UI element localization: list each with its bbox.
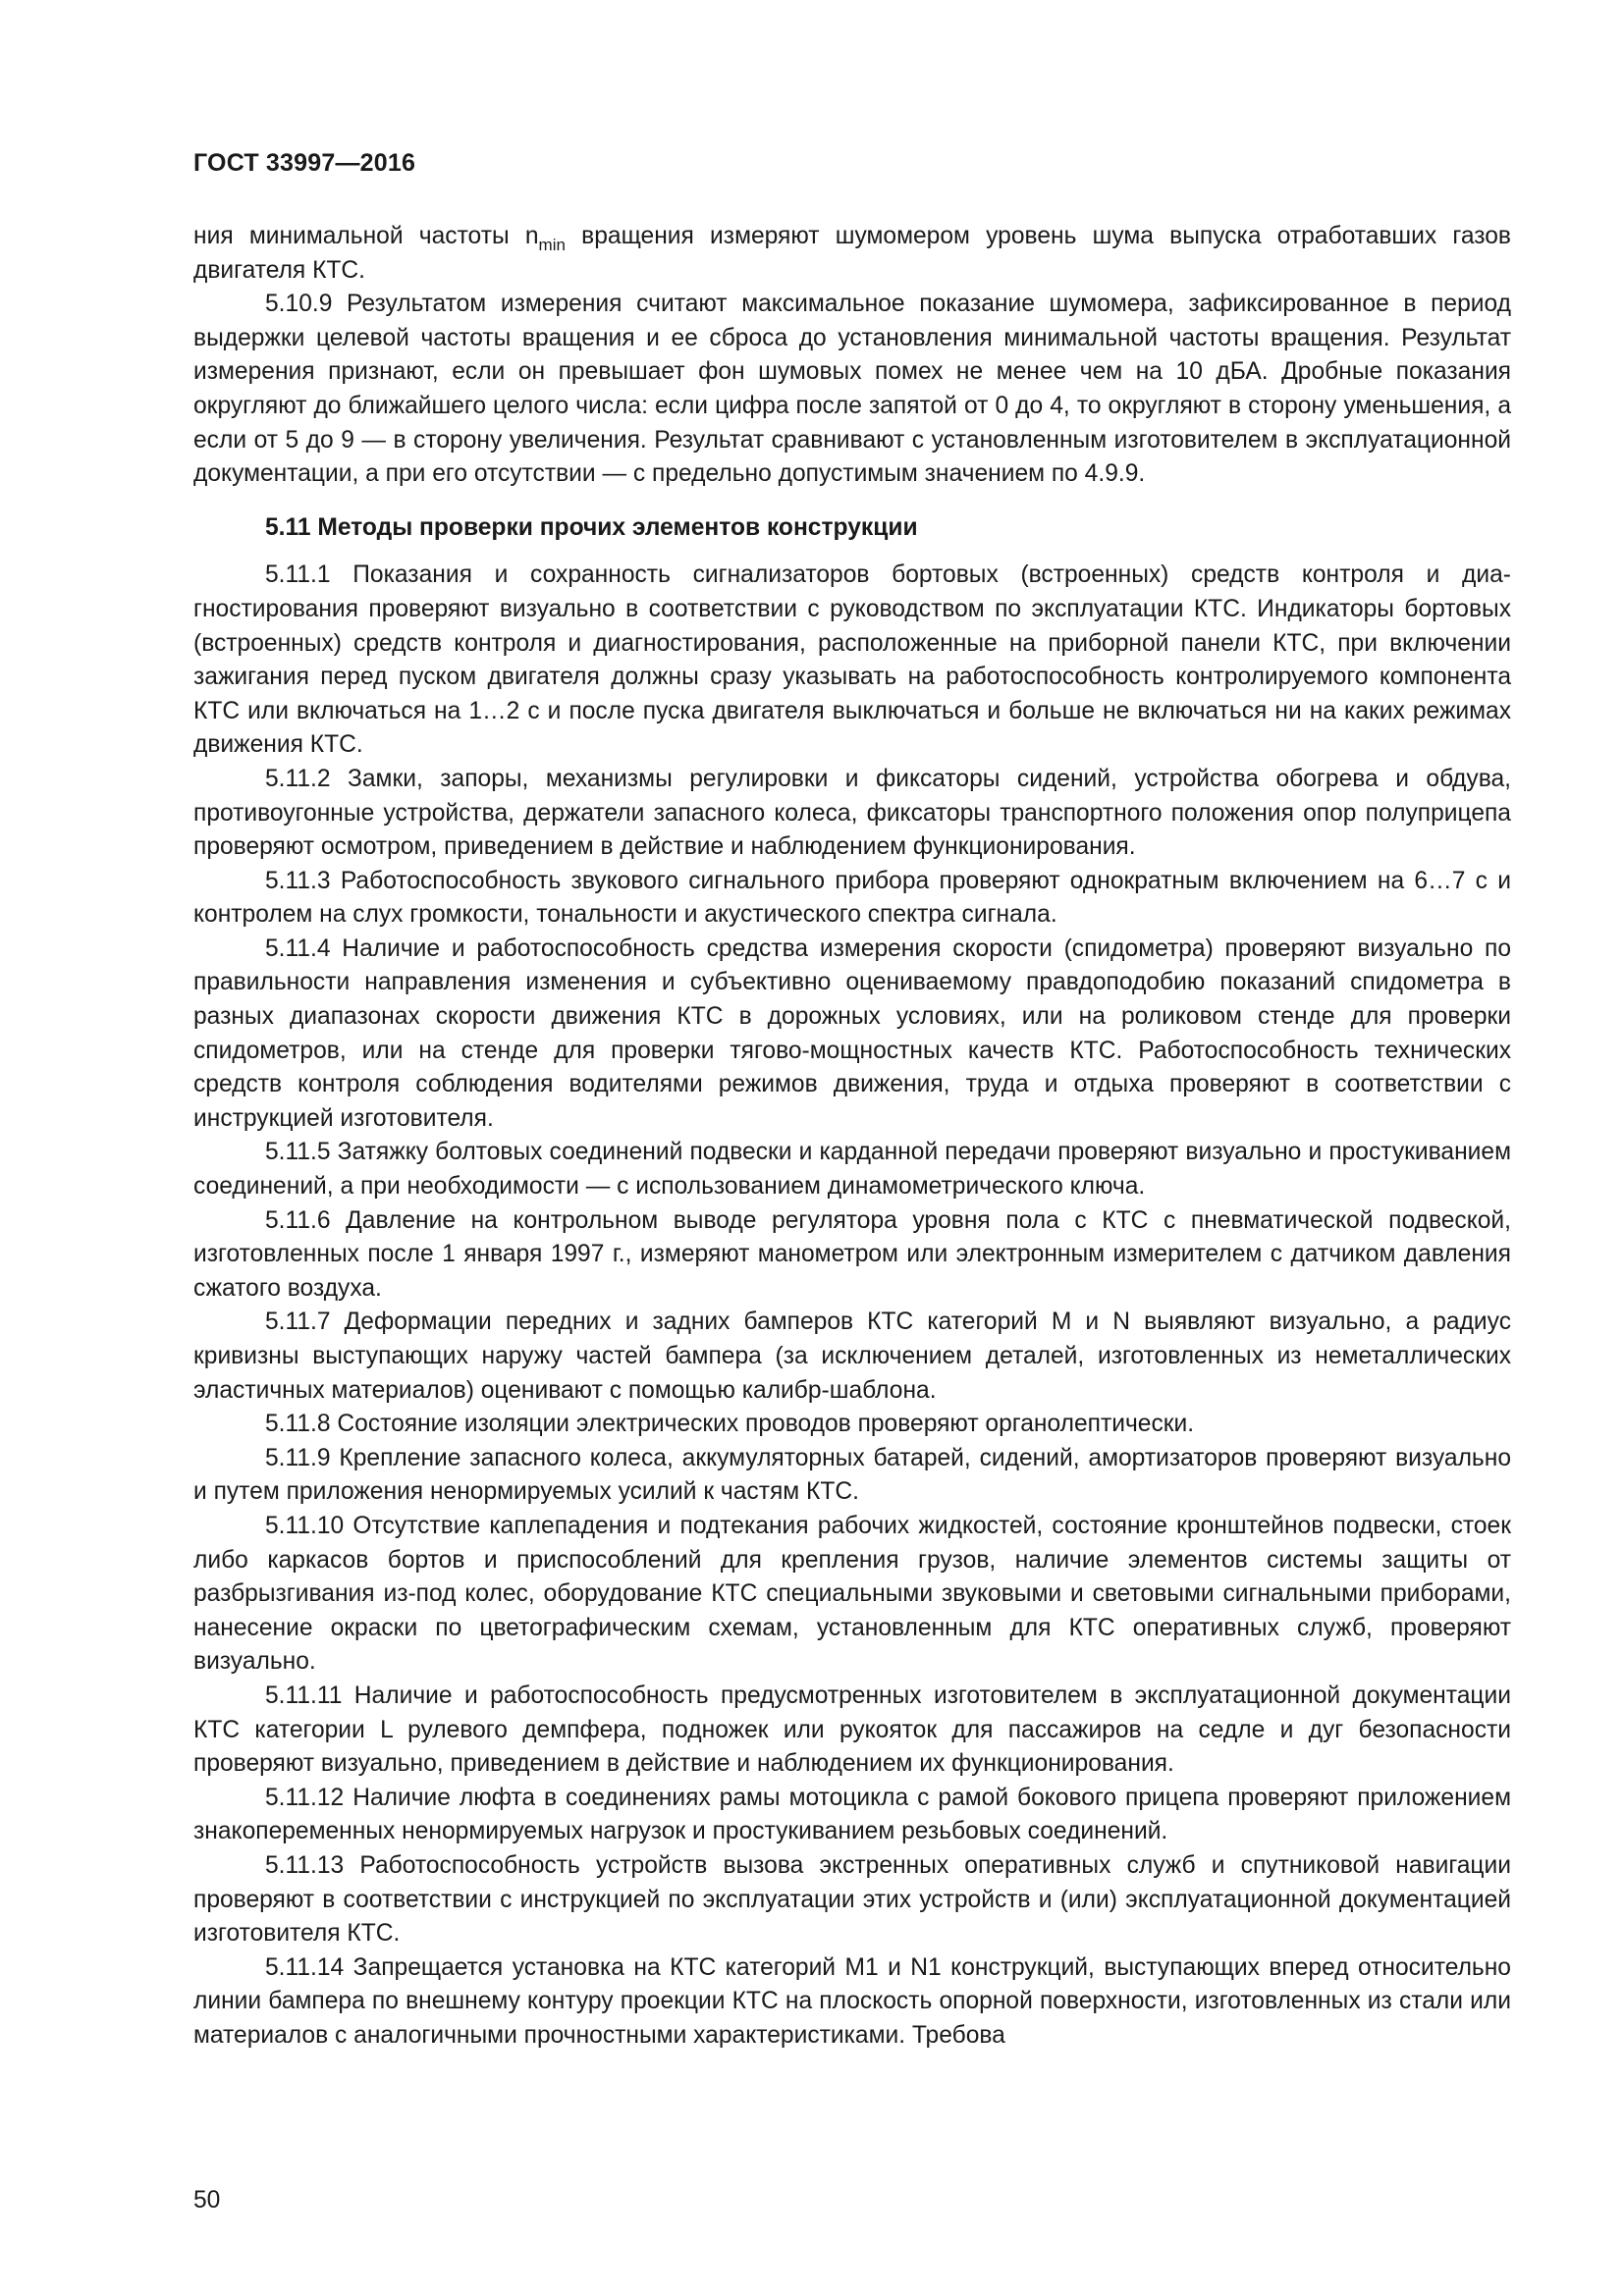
paragraph-5-11-12: 5.11.12 Наличие люфта в соединениях рамы мотоцикла с рамой бокового прицепа проверяют приложением знакопеременных ненормируемых нагрузок и простукиванием резьбовых соединений. <box>193 1784 1511 1845</box>
paragraph-5-11-4: 5.11.4 Наличие и работоспособность средства измерения скорости (спидометра) проверяют визуально по правильности направления изменения и субъективно оцениваемому правдоподобию показаний спидометра в разных диапазонах скорости движения КТС в дорожных условиях, или на роликовом стенде для проверки спидометров, или на стенде для проверки тягово-мощностных качеств КТС. Работоспособность технических средств контроля соблюдения водителями режимов движения, труда и отдыха проверяют в соответствии с инструкцией изготовителя. <box>193 934 1511 1132</box>
page-number: 50 <box>193 2187 221 2214</box>
paragraph-5-11-8: 5.11.8 Состояние изоляции электрических проводов проверяют органолептически. <box>265 1411 1195 1438</box>
paragraph-5-11-2: 5.11.2 Замки, запоры, механизмы регулировки и фиксаторы сидений, устройства обогрева и обдува, противоугонные устройства, держатели запасного колеса, фиксаторы транспортного положения опор полуприцепа проверяют осмотром, приведением в действие и наблюдением функционирования. <box>193 765 1511 861</box>
paragraph-5-11-1: 5.11.1 Показания и сохранность сигнализаторов бортовых (встроенных) средств контроля и диагностирования проверяют визуально в соответствии с руководством по эксплуатации КТС. Индикаторы бортовых (встроенных) средств контроля и диагностирования, расположенные на приборной панели КТС, при включении зажигания перед пуском двигателя должны сразу указывать на работоспособность контролируемого компонента КТС или включаться на 1…2 с и после пуска двигателя выключаться и больше не включаться ни на каких режимах движения КТС. <box>193 561 1511 759</box>
section-heading: 5.11 Методы проверки прочих элементов конструкции <box>265 513 918 541</box>
paragraph-5-11-3: 5.11.3 Работоспособность звукового сигнального прибора проверяют однократным включением на 6…7 с и контролем на слух громкости, тональности и акустического спектра сигнала. <box>193 867 1511 929</box>
paragraph-5-11-10: 5.11.10 Отсутствие каплепадения и подтекания рабочих жидкостей, состояние кронштейнов подвески, стоек либо каркасов бортов и приспособлений для крепления грузов, наличие элементов системы защиты от разбрызгивания из-под колес, оборудование КТС специальными звуковыми и световыми сигнальными приборами, нанесение окраски по цветографическим схемам, установленным для КТС оперативных служб, проверяют визуально. <box>193 1512 1511 1676</box>
paragraph-continuation: ния минимальной частоты $n_{min}$ вращения измеряют шумомером уровень шума выпуска отработавших газов двигателя КТС. <box>193 223 1511 284</box>
document-header: ГОСТ 33997—2016 <box>193 149 416 177</box>
paragraph-5-11-11: 5.11.11 Наличие и работоспособность предусмотренных изготовителем в эксплуатационной документации КТС категории L рулевого демпфера, подножек или рукояток для пассажиров на седле и дуг безопасности проверяют визуально, приведением в действие и наблюдением их функционирования. <box>193 1682 1511 1778</box>
paragraph-5-11-9: 5.11.9 Крепление запасного колеса, аккумуляторных батарей, сидений, амортизаторов проверяют визуально и путем приложения ненормируемых усилий к частям КТС. <box>193 1444 1511 1506</box>
paragraph-5-11-13: 5.11.13 Работоспособность устройств вызова экстренных оперативных служб и спутниковой навигации проверяют в соответствии с инструкцией по эксплуатации этих устройств и (или) эксплуатационной документацией изготовителя КТС. <box>193 1851 1511 1948</box>
paragraph-5-10-9: 5.10.9 Результатом измерения считают максимальное показание шумомера, зафиксированное в период выдержки целевой частоты вращения и ее сброса до установления минимальной частоты вращения. Результат измерения признают, если он превышает фон шумовых помех не менее чем на 10 дБА. Дробные показания округляют до ближайшего целого числа: если цифра после запятой от 0 до 4, то округляют в сторону уменьшения, а если от 5 до 9 — в сторону увеличения. Результат сравнивают с установленным изготовителем в эксплуатационной документации, а при его отсутствии — с предельно допустимым значением по 4.9.9. <box>193 291 1511 488</box>
paragraph-5-11-6: 5.11.6 Давление на контрольном выводе регулятора уровня пола с КТС с пневматической подвеской, изготовленных после 1 января 1997 г., измеряют манометром или электронным измерителем с датчиком давления сжатого воздуха. <box>193 1206 1511 1302</box>
subscript-min: min <box>538 236 566 254</box>
paragraph-5-11-7: 5.11.7 Деформации передних и задних бамперов КТС категорий М и N выявляют визуально, а радиус кривизны выступающих наружу частей бампера (за исключением деталей, изготовленных из неметаллических эластичных материалов) оценивают с помощью калибр-шаблона. <box>193 1308 1511 1404</box>
paragraph-5-11-14: 5.11.14 Запрещается установка на КТС категорий M1 и N1 конструкций, выступающих вперед относительно линии бампера по внешнему контуру проекции КТС на плоскость опорной поверхности, изготовленных из стали или материалов с аналогичными прочностными характеристиками. Требова <box>193 1953 1511 2049</box>
paragraph-5-11-5: 5.11.5 Затяжку болтовых соединений подвески и карданной передачи проверяют визуально и простукиванием соединений, а при необходимости — с использованием динамометрического ключа. <box>193 1139 1511 1201</box>
document-body <box>193 220 1511 2053</box>
